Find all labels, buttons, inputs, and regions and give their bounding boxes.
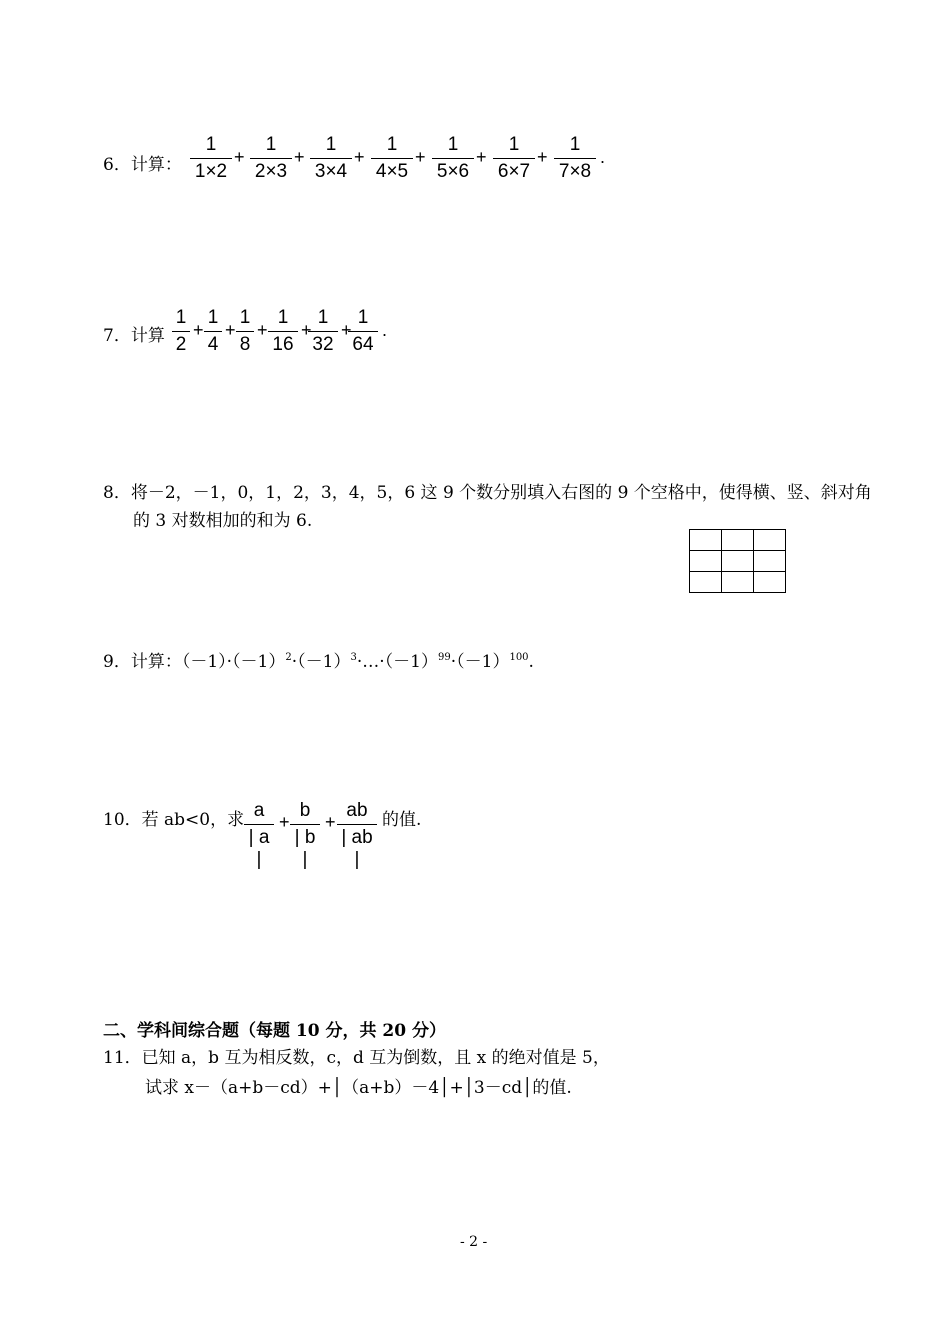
plus-sign: + <box>476 147 487 167</box>
q6-numerator: 1 <box>447 134 459 155</box>
q10-numerator: ab <box>346 800 368 821</box>
q7-numerator: 1 <box>207 307 219 328</box>
q6-numerator: 1 <box>508 134 520 155</box>
plus-sign: + <box>193 320 204 340</box>
q7-label: 7．计算 <box>103 326 165 346</box>
q9-label: 9．计算： <box>103 652 182 672</box>
fraction-bar <box>204 331 222 332</box>
q9-exp2: 3 <box>350 652 357 663</box>
q6-numerator: 1 <box>386 134 398 155</box>
q7-denominator: 4 <box>207 334 219 355</box>
section-heading: 二、学科间综合题（每题 10 分，共 20 分） <box>103 1021 446 1041</box>
q7-denominator: 2 <box>175 334 187 355</box>
q6-numerator: 1 <box>325 134 337 155</box>
plus-sign: + <box>537 147 548 167</box>
q11-line1: 11．已知 a，b 互为相反数，c，d 互为倒数，且 x 的绝对值是 5， <box>103 1048 610 1068</box>
q6-fraction <box>554 134 596 183</box>
plus-sign: + <box>415 147 426 167</box>
q10-fraction <box>290 800 320 871</box>
fraction-bar <box>190 158 232 159</box>
q8-line2: 的 3 对数相加的和为 6. <box>133 511 313 531</box>
q6-denominator: 2×3 <box>254 161 288 182</box>
fraction-bar <box>348 331 378 332</box>
q7-fraction <box>308 307 338 356</box>
plus-sign: + <box>225 320 236 340</box>
q6-fraction <box>190 134 232 183</box>
fraction-bar <box>310 158 352 159</box>
grid-cell <box>754 551 786 572</box>
q7-numerator: 1 <box>357 307 369 328</box>
fraction-bar <box>371 158 413 159</box>
plus-sign: + <box>257 320 268 340</box>
grid-cell <box>754 530 786 551</box>
q6-denominator: 6×7 <box>497 161 531 182</box>
q6-numerator: 1 <box>569 134 581 155</box>
q7-denominator: 64 <box>352 334 374 355</box>
grid-cell <box>722 530 754 551</box>
q6-denominator: 1×2 <box>194 161 228 182</box>
q6-fraction <box>310 134 352 183</box>
q7-fraction <box>204 307 222 356</box>
plus-sign: + <box>294 147 305 167</box>
plus-sign: + <box>354 147 365 167</box>
fraction-bar <box>308 331 338 332</box>
fraction-bar <box>250 158 292 159</box>
q6-fraction <box>371 134 413 183</box>
q10-numerator: a <box>253 800 265 821</box>
q9-term1: （－1）·（－1） <box>181 652 286 672</box>
plus-sign: + <box>341 320 352 340</box>
q7-fraction <box>348 307 378 356</box>
fraction-bar <box>172 331 190 332</box>
fraction-bar <box>337 824 377 825</box>
q10-fraction <box>244 800 274 871</box>
q6-fraction <box>432 134 474 183</box>
q8-line1: 8．将－2，－1，0，1，2，3，4，5，6 这 9 个数分别填入右图的 9 个空格中，使得横、竖、斜对角 <box>103 483 872 503</box>
grid-cell <box>722 551 754 572</box>
q10-denominator: | b | <box>294 827 316 870</box>
grid-cell <box>722 572 754 593</box>
q6-numerator: 1 <box>205 134 217 155</box>
q6-denominator: 4×5 <box>375 161 409 182</box>
q8-grid <box>689 529 786 593</box>
plus-sign: + <box>279 812 290 832</box>
q7-numerator: 1 <box>317 307 329 328</box>
q9-exp1: 2 <box>285 652 292 663</box>
page-number: - 2 - <box>460 1234 488 1250</box>
q7-numerator: 1 <box>277 307 289 328</box>
q7-fraction <box>268 307 298 356</box>
grid-cell <box>690 572 722 593</box>
fraction-bar <box>432 158 474 159</box>
plus-sign: + <box>301 320 312 340</box>
fraction-bar <box>554 158 596 159</box>
fraction-bar <box>268 331 298 332</box>
fraction-bar <box>493 158 535 159</box>
grid-cell <box>690 551 722 572</box>
q7-denominator: 8 <box>239 334 251 355</box>
q10-fraction <box>337 800 377 871</box>
fraction-bar <box>290 824 320 825</box>
q9-term4: ·（－1） <box>450 652 510 672</box>
q7-fraction <box>236 307 254 356</box>
q6-numerator: 1 <box>265 134 277 155</box>
q9-end: . <box>528 652 534 672</box>
q6-denominator: 3×4 <box>314 161 348 182</box>
q10-end: 的值. <box>382 810 422 830</box>
q6-denominator: 7×8 <box>558 161 592 182</box>
q11-line2: 试求 x－（a+b－cd）+│（a+b）－4│+│3－cd│的值. <box>145 1078 572 1098</box>
q10-label: 10．若 ab<0，求 <box>103 810 245 830</box>
q10-numerator: b <box>299 800 311 821</box>
q7-denominator: 16 <box>272 334 294 355</box>
q6-fraction <box>250 134 292 183</box>
q6-end: . <box>600 147 606 167</box>
q7-fraction <box>172 307 190 356</box>
q10-denominator: | a | <box>248 827 270 870</box>
q6-fraction <box>493 134 535 183</box>
q7-numerator: 1 <box>239 307 251 328</box>
q9-term2: ·（－1） <box>291 652 351 672</box>
grid-cell <box>754 572 786 593</box>
plus-sign: + <box>234 147 245 167</box>
q9-exp3: 99 <box>437 652 451 663</box>
q10-denominator: | ab | <box>341 827 373 870</box>
q6-denominator: 5×6 <box>436 161 470 182</box>
plus-sign: + <box>325 812 336 832</box>
q7-denominator: 32 <box>312 334 334 355</box>
q7-end: . <box>382 320 388 340</box>
q6-label: 6．计算： <box>103 155 182 175</box>
q9-term3: ·…·（－1） <box>356 652 438 672</box>
q9-expression <box>103 647 534 672</box>
q9-exp4: 100 <box>509 652 529 663</box>
grid-cell <box>690 530 722 551</box>
q7-numerator: 1 <box>175 307 187 328</box>
fraction-bar <box>244 824 274 825</box>
fraction-bar <box>236 331 254 332</box>
